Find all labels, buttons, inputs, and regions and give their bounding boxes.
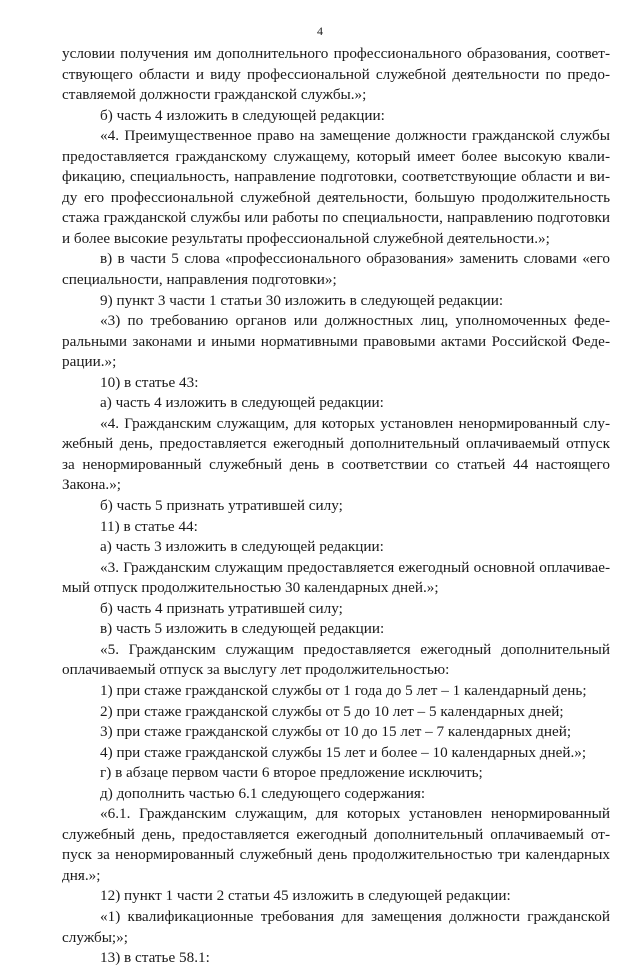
paragraph: 1) при стаже гражданской службы от 1 года до 5 лет – 1 календарный день; [100, 681, 587, 699]
paragraph: д) дополнить частью 6.1 следующего содержания: [100, 784, 426, 802]
paragraph: условии получения им дополнительного профессионального образования, соответствующего области и виду профессиональной служебной деятельности по предоставляемой должности гражданской службы.»; [62, 45, 610, 104]
paragraph: «4. Гражданским служащим, для которых установлен ненормированный служебный день, предоставляется ежегодный дополнительный оплачиваемый отпуск за ненормированный служебный день в соответствии со статьей 44 настоящего Закона.»; [62, 414, 610, 494]
paragraph: 10) в статье 43: [100, 373, 199, 391]
page-number: 4 [317, 24, 323, 38]
paragraph: «3. Гражданским служащим предоставляется ежегодный основной оплачиваемый отпуск продолжительностью 30 календарных дней.»; [62, 558, 610, 597]
paragraph: 4) при стаже гражданской службы 15 лет и более – 10 календарных дней.»; [100, 743, 587, 761]
paragraph: б) часть 4 изложить в следующей редакции: [100, 106, 385, 124]
paragraph: 13) в статье 58.1: [100, 949, 210, 967]
document-body [62, 44, 610, 969]
paragraph: «3) по требованию органов или должностных лиц, уполномоченных федеральными законами и иными нормативными правовыми актами Российской Федерации.»; [62, 312, 610, 371]
paragraph: а) часть 4 изложить в следующей редакции: [100, 394, 384, 412]
paragraph: б) часть 4 признать утратившей силу; [100, 599, 343, 617]
paragraph: «5. Гражданским служащим предоставляется ежегодный дополнительный оплачиваемый отпуск за выслугу лет продолжительностью: [62, 640, 610, 679]
paragraph: б) часть 5 признать утратившей силу; [100, 497, 343, 515]
paragraph: в) часть 5 изложить в следующей редакции: [100, 620, 385, 638]
paragraph: а) часть 3 изложить в следующей редакции: [100, 538, 384, 556]
paragraph: г) в абзаце первом части 6 второе предложение исключить; [100, 764, 483, 782]
paragraph: в) в части 5 слова «профессионального образования» заменить словами «его специальности, направления подготовки»; [62, 250, 610, 289]
paragraph: «6.1. Гражданским служащим, для которых установлен ненормированный служебный день, предоставляется ежегодный дополнительный оплачиваемый отпуск за ненормированный служебный день продолжительностью три календарных дня.»; [62, 805, 610, 884]
paragraph: 9) пункт 3 части 1 статьи 30 изложить в следующей редакции: [100, 291, 504, 309]
paragraph: «4. Преимущественное право на замещение должности гражданской службы предоставляется гражданскому служащему, который имеет более высокую квалификацию, специальность, направление подготовки, соответствующие области и виду его профессиональной служебной деятельности, большую продолжительность стажа гражданской службы или работы по специальности, направлению подготовки и более высокие результаты профессиональной служебной деятельности.»; [62, 127, 610, 247]
paragraph: 12) пункт 1 части 2 статьи 45 изложить в следующей редакции: [100, 887, 511, 905]
paragraph: 2) при стаже гражданской службы от 5 до 10 лет – 5 календарных дней; [100, 702, 564, 720]
paragraph: 11) в статье 44: [100, 517, 198, 535]
paragraph: «1) квалификационные требования для замещения должности гражданской службы;»; [62, 907, 610, 946]
paragraph: 3) при стаже гражданской службы от 10 до 15 лет – 7 календарных дней; [100, 723, 572, 741]
